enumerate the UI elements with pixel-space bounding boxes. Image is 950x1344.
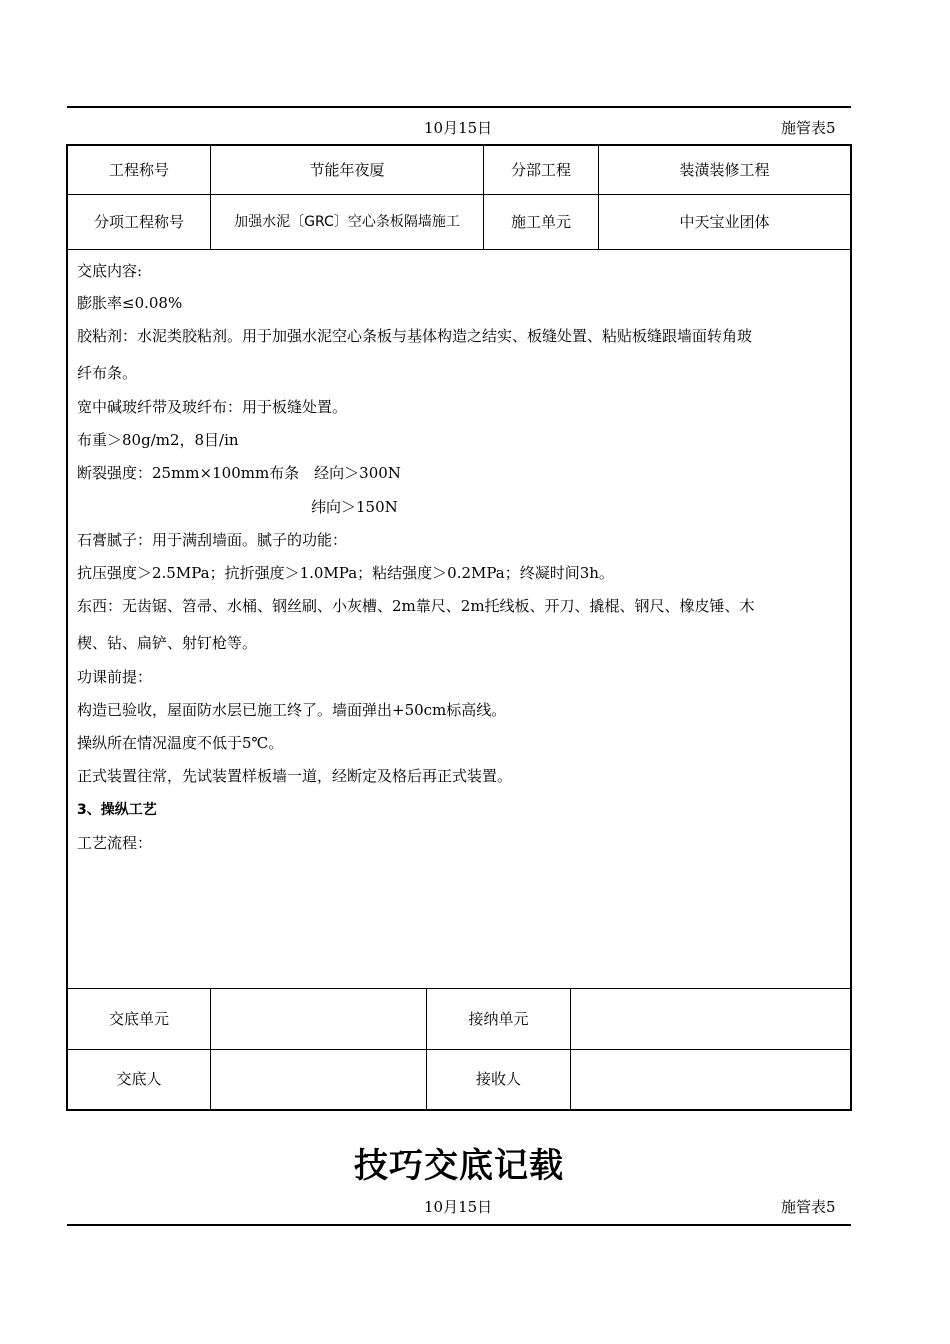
content-line: 构造已验收，屋面防水层已施工终了。墙面弹出+50cm标高线。 — [77, 701, 507, 719]
content-line: 纤布条。 — [77, 364, 138, 382]
content-line: 功课前提： — [77, 668, 153, 686]
handover-person-label: 交底人 — [116, 1070, 162, 1088]
header-form-number: 施管表5 — [781, 119, 836, 137]
content-line: 石膏腻子：用于满刮墙面。腻子的功能： — [77, 531, 348, 549]
content-line: 膨胀率≤0.08% — [77, 294, 183, 312]
content-line: 断裂强度：25mm×100mm布条 经向＞300N — [77, 464, 401, 482]
document-title: 技巧交底记载 — [354, 1146, 564, 1186]
content-line: 胶粘剂：水泥类胶粘剂。用于加强水泥空心条板与基体构造之结实、板缝处置、粘贴板缝跟墙面转角玻 — [77, 327, 753, 345]
content-line: 纬向＞150N — [311, 498, 398, 516]
top-rule — [67, 106, 851, 108]
content-line: 东西：无齿锯、笤帚、水桶、钢丝刷、小灰槽、2m靠尺、2m托线板、开刀、撬棍、钢尺、橡皮锤、木 — [77, 597, 755, 615]
bottom-rule — [67, 1224, 851, 1226]
receiver-person-value — [571, 1050, 850, 1109]
header-date: 10月15日 — [424, 119, 493, 137]
content-line: 正式装置往常，先试装置样板墙一道，经断定及格后再正式装置。 — [77, 767, 513, 785]
receiver-unit-label: 接纳单元 — [468, 1009, 529, 1028]
handover-person-value — [211, 1050, 426, 1109]
project-name-label: 工程称号 — [108, 160, 169, 179]
content-line: 操纵所在情况温度不低于5℃。 — [77, 734, 284, 752]
receiver-unit-value — [571, 989, 850, 1049]
subitem-label: 分项工程称号 — [93, 212, 184, 231]
unit-value: 中天宝业团体 — [679, 212, 770, 231]
handover-unit-label: 交底单元 — [108, 1009, 169, 1028]
handover-sheet — [66, 144, 852, 1111]
section-heading: 3、操纵工艺 — [77, 802, 157, 818]
receiver-person-label: 接收人 — [475, 1070, 521, 1088]
project-name-value: 节能年夜厦 — [309, 160, 385, 179]
subitem-value: 加强水泥〔GRC〕空心条板隔墙施工 — [234, 213, 460, 230]
content-line: 楔、钻、扁铲、射钉枪等。 — [77, 634, 258, 652]
header-form-number-bottom: 施管表5 — [781, 1198, 836, 1216]
content-line: 工艺流程： — [77, 834, 153, 852]
content-line: 抗压强度＞2.5MPa；抗折强度＞1.0MPa；粘结强度＞0.2MPa；终凝时间3h。 — [77, 564, 614, 582]
division-label: 分部工程 — [510, 160, 571, 179]
content-line: 宽中碱玻纤带及玻纤布：用于板缝处置。 — [77, 398, 348, 416]
division-value: 装潢装修工程 — [679, 160, 770, 179]
info-bottom-divider — [68, 249, 850, 250]
header-date-bottom: 10月15日 — [424, 1198, 493, 1216]
content-line: 布重＞80g/m2，8目/in — [77, 431, 239, 449]
content-line: 交底内容: — [77, 262, 143, 280]
handover-unit-value — [211, 989, 426, 1049]
unit-label: 施工单元 — [510, 212, 571, 231]
